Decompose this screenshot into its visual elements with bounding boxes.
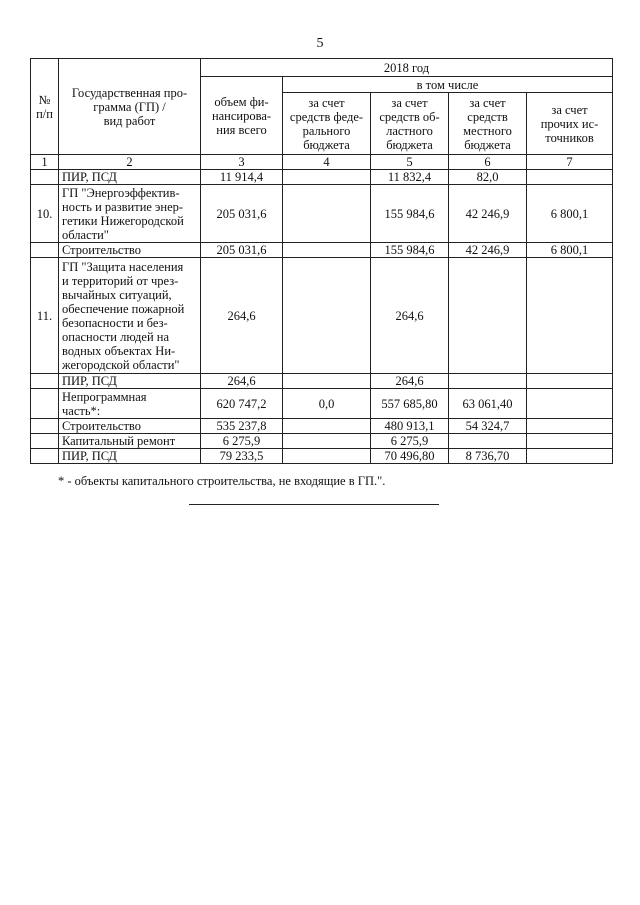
row-name: Строительство: [59, 243, 201, 258]
cell-local: 42 246,9: [449, 243, 527, 258]
table-row: [31, 389, 613, 419]
header-num: № п/п: [31, 59, 59, 155]
header-federal: за счет средств феде- рального бюджета: [283, 93, 371, 155]
cell-other: [527, 419, 613, 434]
cell-local: 82,0: [449, 170, 527, 185]
cell-total: 205 031,6: [201, 243, 283, 258]
cell-regional: 557 685,80: [371, 389, 449, 419]
row-number: [31, 389, 59, 419]
header-other: за счет прочих ис- точников: [527, 93, 613, 155]
cell-other: [527, 434, 613, 449]
col-number: 5: [371, 155, 449, 170]
header-incl: в том числе: [283, 77, 613, 93]
column-numbers-row: [31, 155, 613, 170]
row-name: Капитальный ремонт: [59, 434, 201, 449]
cell-total: 264,6: [201, 374, 283, 389]
col-number: 2: [59, 155, 201, 170]
cell-regional: 264,6: [371, 258, 449, 374]
end-rule: [189, 504, 439, 505]
cell-total: 264,6: [201, 258, 283, 374]
cell-local: 63 061,40: [449, 389, 527, 419]
cell-local: [449, 258, 527, 374]
header-year: 2018 год: [201, 59, 613, 77]
row-number: [31, 374, 59, 389]
table-row: [31, 434, 613, 449]
cell-federal: [283, 243, 371, 258]
col-number: 6: [449, 155, 527, 170]
cell-federal: 0,0: [283, 389, 371, 419]
header-regional: за счет средств об- ластного бюджета: [371, 93, 449, 155]
row-name: ГП "Энергоэффектив- ность и развитие энер- гетики Нижегородской области": [59, 185, 201, 243]
cell-local: 42 246,9: [449, 185, 527, 243]
table-row: [31, 374, 613, 389]
row-number: 10.: [31, 185, 59, 243]
table-row: [31, 419, 613, 434]
row-number: [31, 419, 59, 434]
cell-federal: [283, 374, 371, 389]
cell-local: [449, 374, 527, 389]
row-name: ГП "Защита населения и территорий от чрез- вычайных ситуаций, обеспечение пожарной безопасности и без- опасности людей на водных объектах Ни- жегородской области": [59, 258, 201, 374]
cell-federal: [283, 258, 371, 374]
cell-other: [527, 389, 613, 419]
col-number: 3: [201, 155, 283, 170]
cell-regional: 6 275,9: [371, 434, 449, 449]
cell-total: 535 237,8: [201, 419, 283, 434]
row-name: Строительство: [59, 419, 201, 434]
cell-total: 620 747,2: [201, 389, 283, 419]
page-number: 5: [316, 36, 324, 51]
header-total: объем фи- нансирова- ния всего: [201, 77, 283, 155]
cell-regional: 480 913,1: [371, 419, 449, 434]
cell-regional: 11 832,4: [371, 170, 449, 185]
cell-federal: [283, 434, 371, 449]
cell-local: 8 736,70: [449, 449, 527, 464]
col-number: 1: [31, 155, 59, 170]
cell-regional: 70 496,80: [371, 449, 449, 464]
row-number: [31, 449, 59, 464]
header-local: за счет средств местного бюджета: [449, 93, 527, 155]
cell-federal: [283, 449, 371, 464]
table-row: [31, 258, 613, 374]
row-number: [31, 170, 59, 185]
row-name: Непрограммная часть*:: [59, 389, 201, 419]
row-number: [31, 243, 59, 258]
cell-other: [527, 374, 613, 389]
cell-total: 205 031,6: [201, 185, 283, 243]
cell-total: 79 233,5: [201, 449, 283, 464]
cell-total: 6 275,9: [201, 434, 283, 449]
header-row-1: [31, 59, 613, 77]
cell-other: 6 800,1: [527, 243, 613, 258]
cell-other: [527, 258, 613, 374]
table-row: [31, 170, 613, 185]
cell-regional: 155 984,6: [371, 185, 449, 243]
col-number: 4: [283, 155, 371, 170]
footnote: * - объекты капитального строительства, не входящие в ГП.".: [58, 474, 386, 488]
row-number: [31, 434, 59, 449]
table-row: [31, 185, 613, 243]
financing-table: [30, 58, 613, 464]
row-name: ПИР, ПСД: [59, 170, 201, 185]
cell-regional: 264,6: [371, 374, 449, 389]
cell-local: 54 324,7: [449, 419, 527, 434]
cell-other: 6 800,1: [527, 185, 613, 243]
row-number: 11.: [31, 258, 59, 374]
cell-federal: [283, 419, 371, 434]
cell-local: [449, 434, 527, 449]
cell-federal: [283, 185, 371, 243]
cell-federal: [283, 170, 371, 185]
header-program: Государственная про- грамма (ГП) / вид работ: [59, 59, 201, 155]
row-name: ПИР, ПСД: [59, 449, 201, 464]
table-row: [31, 243, 613, 258]
cell-other: [527, 449, 613, 464]
table-row: [31, 449, 613, 464]
cell-regional: 155 984,6: [371, 243, 449, 258]
cell-other: [527, 170, 613, 185]
row-name: ПИР, ПСД: [59, 374, 201, 389]
cell-total: 11 914,4: [201, 170, 283, 185]
col-number: 7: [527, 155, 613, 170]
